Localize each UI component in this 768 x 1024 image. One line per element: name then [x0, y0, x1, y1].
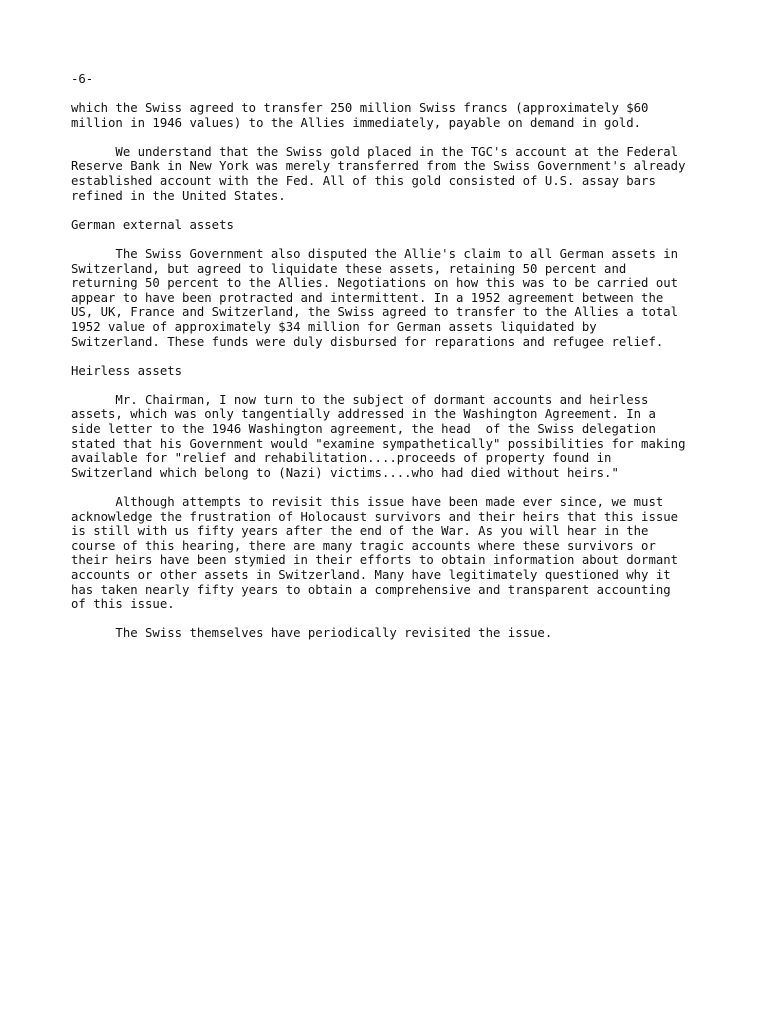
section-heading-german-external-assets: German external assets: [71, 217, 234, 232]
paragraph-dormant-accounts: Mr. Chairman, I now turn to the subject of dormant accounts and heirless assets, which was only tangentially addressed in the Washington Agreement. In a side letter to the 1946 Washington agreement, the head of the Swiss delegation stated that his Government would "examine sympathetically" possibilities for making available for "relief and rehabilitation....proceeds of property found in Switzerland which belong to (Nazi) victims....who had died without heirs.": [71, 392, 686, 480]
paragraph-tgc-gold: We understand that the Swiss gold placed in the TGC's account at the Federal Reserve Bank in New York was merely transferred from the Swiss Government's already established account with the Fed. All of this gold consisted of U.S. assay bars refined in the United States.: [71, 144, 686, 203]
page-number: -6-: [71, 72, 94, 86]
document-body: [71, 101, 711, 656]
section-heading-heirless-assets: Heirless assets: [71, 363, 183, 378]
paragraph-holocaust-survivors: Although attempts to revisit this issue have been made ever since, we must acknowledge the frustration of Holocaust survivors and their heirs that this issue is still with us fifty years after the end of the War. As you will hear in the course of this hearing, there are many tragic accounts where these survivors or their heirs have been stymied in their efforts to obtain information about dormant accounts or other assets in Switzerland. Many have legitimately questioned why it has taken nearly fifty years to obtain a comprehensive and transparent accounting of this issue.: [71, 495, 679, 612]
paragraph-swiss-revisited: The Swiss themselves have periodically revisited the issue.: [71, 626, 553, 641]
paragraph-german-assets: The Swiss Government also disputed the Allie's claim to all German assets in Switzerland, but agreed to liquidate these assets, retaining 50 percent and returning 50 percent to the Allies. Negotiations on how this was to be carried out appear to have been protracted and intermittent. In a 1952 agreement between the US, UK, France and Switzerland, the Swiss agreed to transfer to the Allies a total 1952 value of approximately $34 million for German assets liquidated by Switzerland. These funds were duly disbursed for reparations and refugee relief.: [71, 246, 679, 349]
paragraph-swiss-transfer: which the Swiss agreed to transfer 250 million Swiss francs (approximately $60 million in 1946 values) to the Allies immediately, payable on demand in gold.: [71, 101, 649, 130]
